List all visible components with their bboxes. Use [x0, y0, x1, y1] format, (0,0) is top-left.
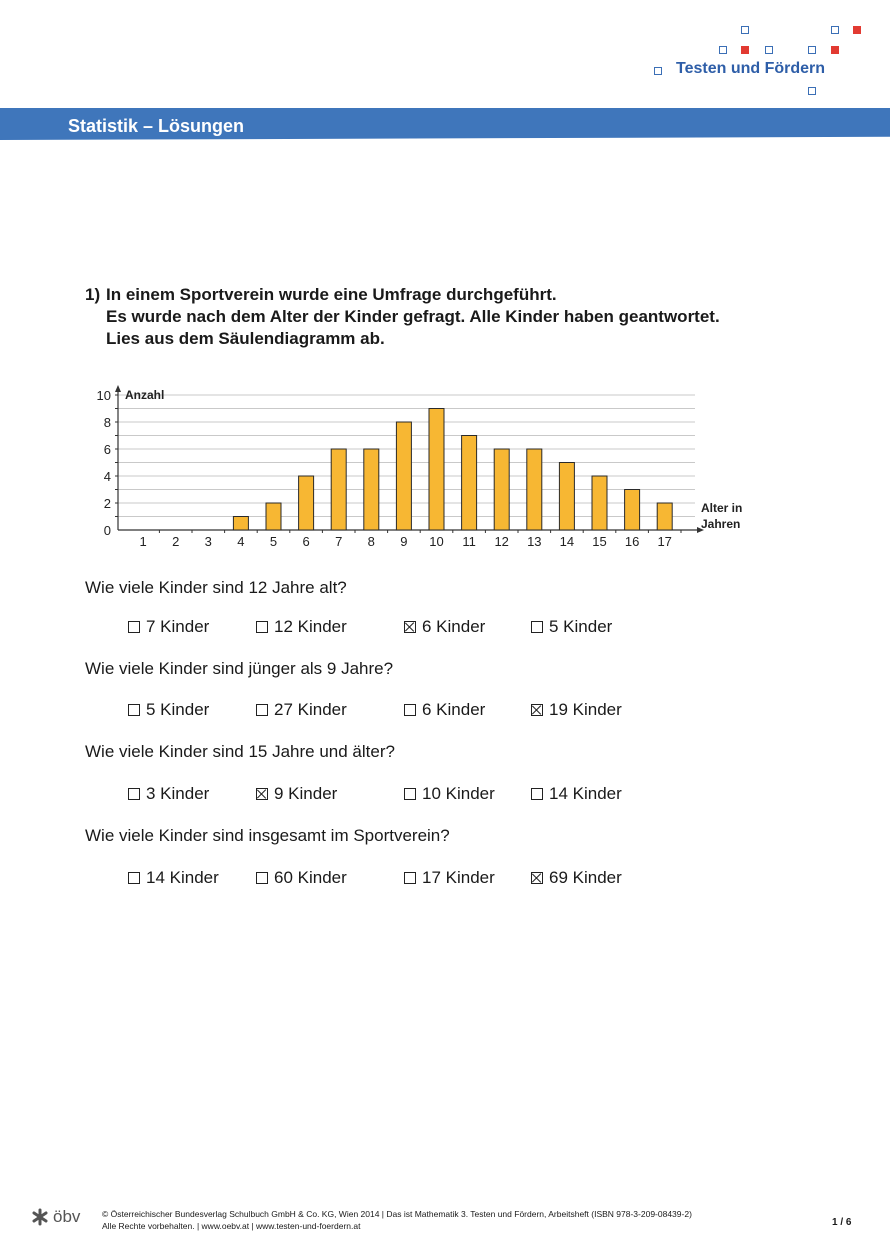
answer-option[interactable]: [256, 700, 347, 720]
x-tick-label: 10: [429, 534, 444, 549]
y-tick-label: 4: [103, 469, 111, 484]
y-axis-arrow: [115, 385, 121, 392]
answer-option-label: 9 Kinder: [274, 784, 338, 803]
checkbox[interactable]: [256, 872, 268, 884]
answer-option-label: 7 Kinder: [146, 617, 210, 636]
bar: [527, 449, 542, 530]
bar: [592, 476, 607, 530]
answer-option[interactable]: [404, 784, 495, 804]
page-title: Statistik – Lösungen: [68, 116, 245, 136]
answer-option[interactable]: [531, 868, 622, 888]
x-tick-label: 8: [367, 534, 375, 549]
answer-option[interactable]: [128, 700, 209, 720]
logo-square-outline: [654, 67, 662, 75]
bar: [364, 449, 379, 530]
x-tick-label: 17: [657, 534, 672, 549]
answer-option[interactable]: [256, 784, 337, 804]
x-tick-label: 15: [592, 534, 607, 549]
answer-option-label: 12 Kinder: [274, 617, 347, 636]
checkbox[interactable]: [531, 621, 543, 633]
answer-option-label: 69 Kinder: [549, 868, 622, 887]
answer-option-label: 14 Kinder: [549, 784, 622, 803]
x-tick-label: 3: [204, 534, 212, 549]
bar: [657, 503, 672, 530]
checkbox[interactable]: [128, 704, 140, 716]
answer-option-label: 6 Kinder: [422, 617, 486, 636]
bar: [331, 449, 346, 530]
answer-option-label: 3 Kinder: [146, 784, 210, 803]
checkbox[interactable]: [404, 788, 416, 800]
x-tick-label: 11: [462, 534, 476, 549]
logo-square-outline: [765, 46, 773, 54]
question-line-2: Es wurde nach dem Alter der Kinder gefragt. Alle Kinder haben geantwortet.: [106, 307, 720, 326]
answer-option[interactable]: [531, 784, 622, 804]
answer-option-label: 19 Kinder: [549, 700, 622, 719]
answer-option-label: 5 Kinder: [549, 617, 613, 636]
bar: [625, 490, 640, 531]
bar-chart: [90, 383, 770, 553]
checkbox[interactable]: [531, 788, 543, 800]
logo-square-filled: [741, 46, 749, 54]
y-axis-label: Anzahl: [125, 388, 165, 402]
x-tick-label: 4: [237, 534, 245, 549]
subquestion-text: Wie viele Kinder sind 15 Jahre und älter?: [85, 742, 395, 761]
x-tick-label: 1: [139, 534, 147, 549]
logo-square-outline: [808, 46, 816, 54]
checkbox[interactable]: [128, 872, 140, 884]
answer-option-label: 17 Kinder: [422, 868, 495, 887]
checkbox[interactable]: [256, 704, 268, 716]
logo-square-outline: [719, 46, 727, 54]
checkbox[interactable]: [404, 704, 416, 716]
y-tick-label: 0: [103, 523, 111, 538]
logo-text: Testen und Fördern: [676, 60, 826, 77]
bar: [299, 476, 314, 530]
x-tick-label: 16: [624, 534, 640, 549]
question-number: 1): [85, 285, 101, 304]
checkbox[interactable]: [256, 621, 268, 633]
asterisk-icon: [30, 1207, 50, 1227]
checkbox[interactable]: [128, 621, 140, 633]
logo-square-outline: [808, 87, 816, 95]
checkbox-checked[interactable]: [256, 788, 268, 800]
subquestion-text: Wie viele Kinder sind jünger als 9 Jahre?: [85, 659, 394, 678]
x-tick-label: 2: [172, 534, 180, 549]
checkbox-checked[interactable]: [404, 621, 416, 633]
page-number: 1 / 6: [832, 1217, 852, 1228]
y-tick-label: 10: [96, 388, 111, 403]
answer-option[interactable]: [404, 617, 485, 637]
answer-option[interactable]: [256, 868, 347, 888]
answer-option[interactable]: [531, 700, 622, 720]
bar: [494, 449, 509, 530]
y-tick-label: 2: [103, 496, 111, 511]
footer-rights: Alle Rechte vorbehalten. | www.oebv.at | www.testen-und-foerdern.at: [102, 1221, 361, 1231]
publisher-logo: [30, 1207, 80, 1227]
x-tick-label: 14: [559, 534, 575, 549]
answer-option-label: 14 Kinder: [146, 868, 219, 887]
answer-option[interactable]: [256, 617, 347, 637]
logo-square-filled: [853, 26, 861, 34]
answer-option[interactable]: [128, 784, 209, 804]
checkbox[interactable]: [404, 872, 416, 884]
publisher-logo-text: öbv: [53, 1207, 81, 1226]
subquestion-text: Wie viele Kinder sind insgesamt im Sportverein?: [85, 826, 450, 845]
bar: [233, 517, 248, 531]
footer-copyright: © Österreichischer Bundesverlag Schulbuch GmbH & Co. KG, Wien 2014 | Das ist Mathematik 3. Testen und Fördern, Arbeitsheft (ISBN 978-3-209-08439-2): [102, 1209, 692, 1219]
x-tick-label: 5: [269, 534, 278, 549]
question-line-3: Lies aus dem Säulendiagramm ab.: [106, 329, 385, 348]
answer-option-label: 5 Kinder: [146, 700, 210, 719]
x-axis-label-line2: Jahren: [701, 517, 741, 531]
answer-option-label: 10 Kinder: [422, 784, 495, 803]
answer-option-label: 6 Kinder: [422, 700, 486, 719]
y-tick-label: 8: [103, 415, 111, 430]
bar: [429, 409, 444, 531]
logo-square-outline: [741, 26, 749, 34]
answer-option[interactable]: [404, 700, 485, 720]
x-tick-label: 13: [527, 534, 542, 549]
question-line-1: In einem Sportverein wurde eine Umfrage durchgeführt.: [106, 285, 557, 304]
logo-square-filled: [831, 46, 839, 54]
bar: [266, 503, 281, 530]
logo-square-outline: [831, 26, 839, 34]
bar: [396, 422, 411, 530]
answer-option[interactable]: [404, 868, 495, 888]
x-axis-label-line1: Alter in: [701, 501, 743, 515]
x-tick-label: 12: [494, 534, 509, 549]
y-tick-label: 6: [103, 442, 111, 457]
checkbox-checked[interactable]: [531, 704, 543, 716]
checkbox-checked[interactable]: [531, 872, 543, 884]
answer-option-label: 27 Kinder: [274, 700, 347, 719]
subquestion-text: Wie viele Kinder sind 12 Jahre alt?: [85, 578, 347, 597]
answer-option[interactable]: [128, 868, 219, 888]
bar: [462, 436, 477, 531]
bar: [559, 463, 574, 531]
x-tick-label: 7: [335, 534, 343, 549]
x-tick-label: 9: [400, 534, 408, 549]
answer-option[interactable]: [531, 617, 612, 637]
answer-option-label: 60 Kinder: [274, 868, 347, 887]
checkbox[interactable]: [128, 788, 140, 800]
x-tick-label: 6: [302, 534, 310, 549]
answer-option[interactable]: [128, 617, 209, 637]
